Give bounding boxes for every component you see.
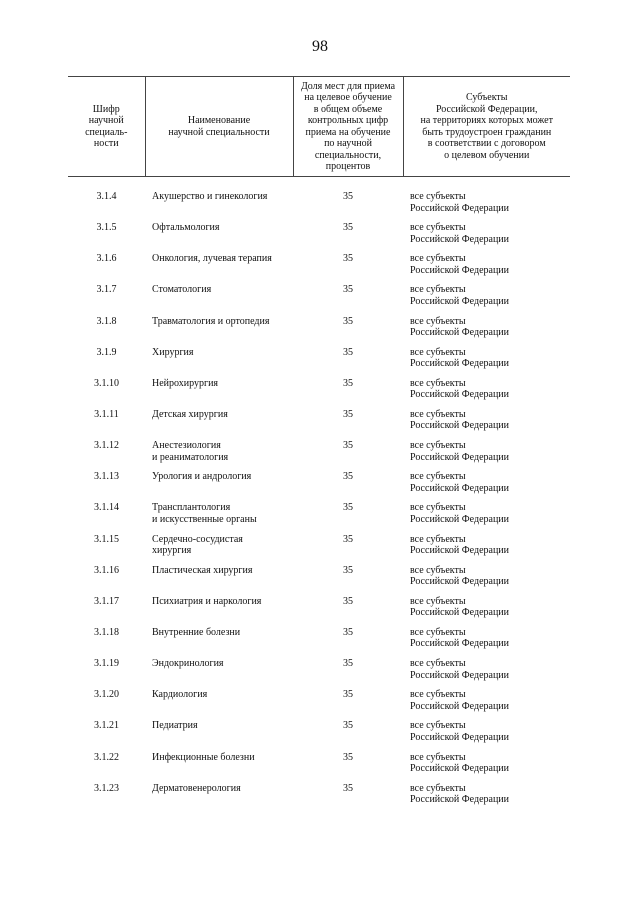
target-share-percent: 35 <box>343 440 353 452</box>
text-line: Эндокринология <box>152 658 224 670</box>
specialty-code: 3.1.9 <box>96 346 117 358</box>
specialty-code: 3.1.10 <box>94 377 119 389</box>
text-line: Российской Федерации <box>410 638 510 650</box>
text-line: Пластическая хирургия <box>152 564 253 576</box>
target-share-percent: 35 <box>343 626 353 638</box>
text-line: быть трудоустроен гражданин <box>422 126 552 138</box>
specialty-name <box>145 177 293 223</box>
text-line: все субъекты <box>410 533 466 545</box>
target-share-percent: 35 <box>343 191 353 202</box>
target-share-percent: 35 <box>343 346 353 358</box>
text-line: Нейрохирургия <box>152 377 219 389</box>
specialty-code: 3.1.15 <box>94 533 119 545</box>
header-row <box>68 77 570 177</box>
text-line: все субъекты <box>410 689 466 701</box>
target-share-percent: 35 <box>343 253 353 265</box>
text-line: Российской Федерации <box>410 451 510 463</box>
text-line: все субъекты <box>410 658 466 670</box>
target-share-percent: 35 <box>343 471 353 483</box>
text-line: по научной <box>324 138 372 149</box>
text-line: о целевом обучении <box>444 149 530 161</box>
text-line: Субъекты <box>465 92 508 103</box>
specialty-code: 3.1.6 <box>96 253 117 265</box>
table-row <box>68 720 570 751</box>
table-row <box>68 347 570 378</box>
text-line: Доля мест для приема <box>300 80 396 92</box>
table-row <box>68 222 570 253</box>
text-line: Инфекционные болезни <box>152 751 255 763</box>
specialty-code: 3.1.22 <box>94 751 119 763</box>
text-line: Российской Федерации, <box>435 103 538 115</box>
text-line: Анестезиология <box>152 440 221 452</box>
target-share-percent: 35 <box>343 595 353 607</box>
text-line: все субъекты <box>410 315 466 327</box>
text-line: Российской Федерации <box>410 327 510 339</box>
specialty-code: 3.1.14 <box>94 502 119 514</box>
text-line: Детская хирургия <box>152 408 228 420</box>
specialty-name <box>145 284 293 315</box>
text-line: в общем объеме <box>313 103 383 115</box>
text-line: Российской Федерации <box>410 731 510 743</box>
text-line: Травматология и ортопедия <box>152 315 270 327</box>
table-row <box>68 565 570 596</box>
federation-subjects <box>403 177 570 223</box>
text-line: Трансплантология <box>152 502 231 514</box>
specialty-code: 3.1.16 <box>94 564 119 576</box>
text-line: Хирургия <box>152 346 194 358</box>
specialty-name <box>145 596 293 627</box>
text-line: все субъекты <box>410 408 466 420</box>
text-line: все субъекты <box>410 502 466 514</box>
specialty-name <box>145 720 293 751</box>
text-line: Стоматология <box>152 284 212 296</box>
text-line: Кардиология <box>152 689 208 701</box>
specialty-name <box>145 409 293 440</box>
text-line: приема на обучение <box>305 126 391 138</box>
text-line: специаль- <box>85 126 128 138</box>
page-number: 98 <box>312 38 328 55</box>
text-line: все субъекты <box>410 284 466 296</box>
text-line: Российской Федерации <box>410 545 510 557</box>
table-row <box>68 752 570 783</box>
text-line: все субъекты <box>410 377 466 389</box>
text-line: Шифр <box>92 103 120 115</box>
table-row <box>68 284 570 315</box>
table-header <box>68 77 570 177</box>
target-share-percent: 35 <box>343 782 353 794</box>
text-line: процентов <box>325 161 371 172</box>
specialty-code: 3.1.20 <box>94 689 119 701</box>
federation-subjects <box>403 378 570 409</box>
table-row <box>68 316 570 347</box>
federation-subjects <box>403 534 570 565</box>
header-subjects <box>403 77 570 177</box>
specialty-code: 3.1.23 <box>94 782 119 794</box>
federation-subjects <box>403 752 570 783</box>
specialty-code: 3.1.19 <box>94 658 119 670</box>
target-share-percent: 35 <box>343 689 353 701</box>
text-line: контрольных цифр <box>307 115 389 126</box>
text-line: все субъекты <box>410 440 466 452</box>
target-share-percent: 35 <box>343 408 353 420</box>
specialty-name <box>145 471 293 502</box>
specialty-name <box>145 378 293 409</box>
table-row <box>68 471 570 502</box>
specialty-code: 3.1.21 <box>94 720 119 732</box>
target-share-percent: 35 <box>343 720 353 732</box>
table-body <box>68 177 570 814</box>
text-line: Российской Федерации <box>410 576 510 588</box>
text-line: Онкология, лучевая терапия <box>152 253 272 265</box>
text-line: Российской Федерации <box>410 202 510 214</box>
specialty-code: 3.1.13 <box>94 471 119 483</box>
text-line: хирургия <box>152 545 192 557</box>
text-line: Российской Федерации <box>410 669 510 681</box>
text-line: Российской Федерации <box>410 794 510 806</box>
target-share-percent: 35 <box>343 377 353 389</box>
table-row <box>68 534 570 565</box>
specialty-table <box>68 76 570 814</box>
text-line: Российской Федерации <box>410 389 510 401</box>
text-line: Акушерство и гинекология <box>152 191 268 202</box>
table-row <box>68 689 570 720</box>
text-line: все субъекты <box>410 564 466 576</box>
text-line: и искусственные органы <box>152 513 257 525</box>
federation-subjects <box>403 409 570 440</box>
text-line: Российской Федерации <box>410 233 510 245</box>
federation-subjects <box>403 253 570 284</box>
specialty-code: 3.1.17 <box>94 595 119 607</box>
text-line: ности <box>93 138 119 149</box>
federation-subjects <box>403 316 570 347</box>
table-row <box>68 253 570 284</box>
federation-subjects <box>403 783 570 814</box>
text-line: Педиатрия <box>152 720 198 732</box>
specialty-name <box>145 440 293 471</box>
text-line: все субъекты <box>410 720 466 732</box>
text-line: все субъекты <box>410 782 466 794</box>
specialty-code: 3.1.4 <box>96 191 117 202</box>
text-line: все субъекты <box>410 595 466 607</box>
specialty-code: 3.1.7 <box>96 284 117 296</box>
federation-subjects <box>403 284 570 315</box>
specialty-name <box>145 222 293 253</box>
specialty-code: 3.1.18 <box>94 626 119 638</box>
text-line: все субъекты <box>410 253 466 265</box>
federation-subjects <box>403 565 570 596</box>
target-share-percent: 35 <box>343 315 353 327</box>
text-line: специальности, <box>314 149 382 161</box>
table-row <box>68 783 570 814</box>
text-line: Российской Федерации <box>410 763 510 775</box>
text-line: все субъекты <box>410 191 466 202</box>
text-line: Урология и андрология <box>152 471 252 483</box>
specialty-name <box>145 565 293 596</box>
text-line: научной <box>88 115 124 126</box>
specialty-code: 3.1.8 <box>96 315 117 327</box>
text-line: Внутренние болезни <box>152 626 241 638</box>
target-share-percent: 35 <box>343 284 353 296</box>
federation-subjects <box>403 596 570 627</box>
target-share-percent: 35 <box>343 658 353 670</box>
text-line: Российской Федерации <box>410 264 510 276</box>
specialty-name <box>145 627 293 658</box>
text-line: все субъекты <box>410 751 466 763</box>
specialty-name <box>145 253 293 284</box>
specialty-name <box>145 534 293 565</box>
text-line: все субъекты <box>410 626 466 638</box>
table-row <box>68 658 570 689</box>
target-share-percent: 35 <box>343 564 353 576</box>
specialty-name <box>145 658 293 689</box>
specialty-name <box>145 347 293 378</box>
specialty-code: 3.1.5 <box>96 222 117 234</box>
text-line: Российской Федерации <box>410 513 510 525</box>
text-line: Офтальмология <box>152 222 220 234</box>
text-line: все субъекты <box>410 222 466 234</box>
header-percent <box>293 77 403 177</box>
header-name <box>145 77 293 177</box>
text-line: на территориях которых может <box>420 115 553 126</box>
text-line: научной специальности <box>168 126 270 138</box>
text-line: Российской Федерации <box>410 482 510 494</box>
text-line: и реаниматология <box>152 451 229 463</box>
federation-subjects <box>403 720 570 751</box>
specialty-code: 3.1.12 <box>94 440 119 452</box>
federation-subjects <box>403 440 570 471</box>
specialty-name <box>145 689 293 720</box>
text-line: в соответствии с договором <box>427 138 546 149</box>
text-line: Наименование <box>187 115 251 126</box>
table-row <box>68 378 570 409</box>
federation-subjects <box>403 689 570 720</box>
text-line: на целевое обучение <box>304 92 392 103</box>
table-row <box>68 177 570 223</box>
text-line: Российской Федерации <box>410 358 510 370</box>
target-share-percent: 35 <box>343 222 353 234</box>
text-line: Сердечно-сосудистая <box>152 533 243 545</box>
federation-subjects <box>403 502 570 533</box>
specialty-name <box>145 783 293 814</box>
target-share-percent: 35 <box>343 751 353 763</box>
text-line: Российской Федерации <box>410 420 510 432</box>
text-line: Дерматовенерология <box>152 782 241 794</box>
target-share-percent: 35 <box>343 502 353 514</box>
table-row <box>68 440 570 471</box>
specialty-name <box>145 316 293 347</box>
target-share-percent: 35 <box>343 533 353 545</box>
text-line: Российской Федерации <box>410 700 510 712</box>
federation-subjects <box>403 658 570 689</box>
text-line: Психиатрия и наркология <box>152 595 262 607</box>
text-line: Российской Федерации <box>410 607 510 619</box>
federation-subjects <box>403 627 570 658</box>
specialty-code: 3.1.11 <box>94 408 119 420</box>
table-row <box>68 596 570 627</box>
table-row <box>68 502 570 533</box>
federation-subjects <box>403 471 570 502</box>
federation-subjects <box>403 222 570 253</box>
federation-subjects <box>403 347 570 378</box>
text-line: все субъекты <box>410 471 466 483</box>
specialty-name <box>145 502 293 533</box>
header-code <box>68 77 145 177</box>
text-line: все субъекты <box>410 346 466 358</box>
table-row <box>68 409 570 440</box>
text-line: Российской Федерации <box>410 295 510 307</box>
table-row <box>68 627 570 658</box>
specialty-name <box>145 752 293 783</box>
